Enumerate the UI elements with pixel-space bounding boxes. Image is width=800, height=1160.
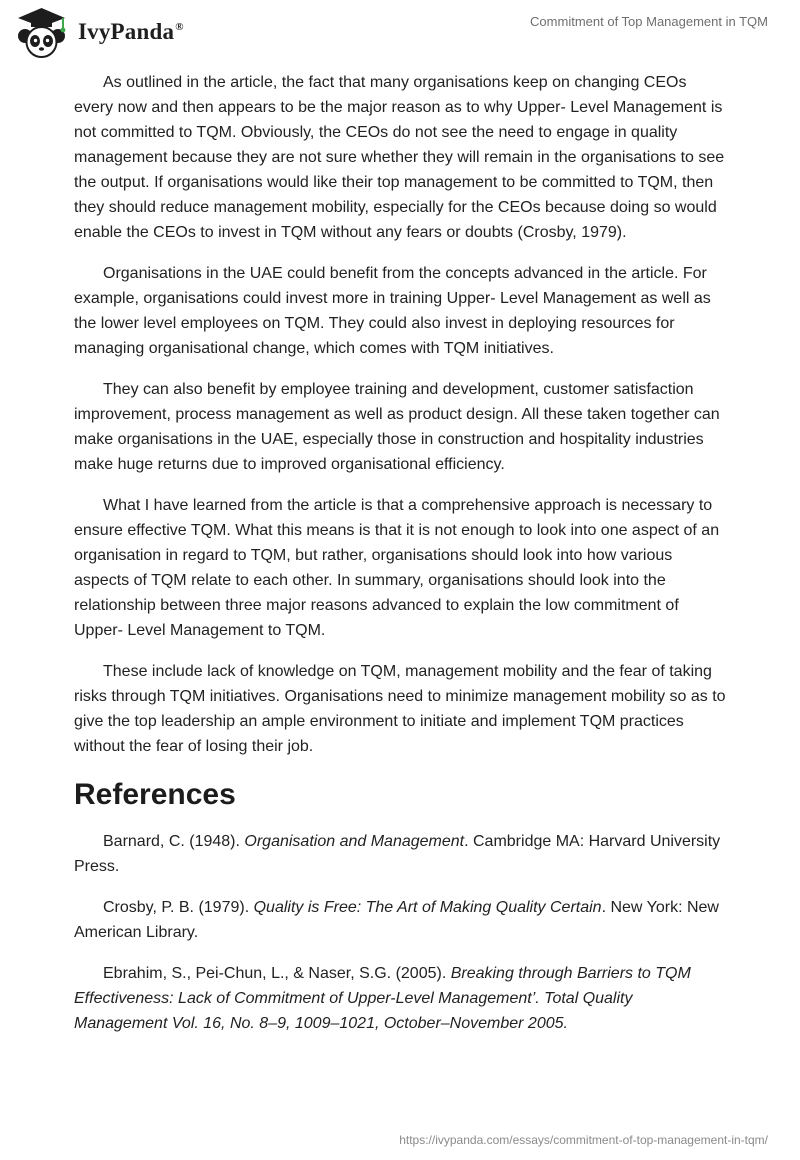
ivypanda-logo[interactable] — [14, 6, 184, 58]
reference-entry: Barnard, C. (1948). Organisation and Management. Cambridge MA: Harvard University Press. — [74, 833, 721, 875]
body-paragraph: These include lack of knowledge on TQM, management mobility and the fear of taking risks through TQM initiatives. Organisations need to minimize management mobility so as to give the top leadership an ample environment to initiate and implement TQM practices without the fear of losing their job. — [74, 663, 726, 755]
reference-title: Breaking through Barriers to TQM Effectiveness: Lack of Commitment of Upper-Level Management’. Total Quality Management Vol. 16, No. 8–9, 1009–1021, October–November 2005. — [74, 965, 691, 1032]
body-paragraph: What I have learned from the article is that a comprehensive approach is necessary to ensure effective TQM. What this means is that it is not enough to look into one aspect of an organisation in regard to TQM, but rather, organisations should look into how various aspects of TQM relate to each other. In summary, organisations should look into the relationship between three major reasons advanced to explain the low commitment of Upper- Level Management to TQM. — [74, 497, 720, 639]
reference-entry: Crosby, P. B. (1979). Quality is Free: The Art of Making Quality Certain. New York: New American Library. — [74, 899, 719, 941]
document-title: Commitment of Top Management in TQM — [530, 14, 768, 29]
body-paragraph: They can also benefit by employee training and development, customer satisfaction improvement, process management as well as product design. All these taken together can make organisations in the UAE, especially those in construction and hospitality industries make huge returns due to improved organisational efficiency. — [74, 381, 720, 473]
brand-name: IvyPanda® — [78, 19, 184, 44]
source-url-link[interactable]: https://ivypanda.com/essays/commitment-of-top-management-in-tqm/ — [399, 1133, 768, 1147]
reference-title: Organisation and Management — [244, 833, 465, 850]
body-paragraph: Organisations in the UAE could benefit from the concepts advanced in the article. For example, organisations could invest more in training Upper- Level Management as well as the lower level employees on TQM. They could also invest in deploying resources for managing organisational change, which comes with TQM initiatives. — [74, 265, 711, 357]
essay-content — [74, 70, 726, 1052]
references-heading: References — [74, 778, 236, 811]
reference-title: Quality is Free: The Art of Making Quality Certain — [253, 899, 602, 916]
reference-entry: Ebrahim, S., Pei-Chun, L., & Naser, S.G. (2005). Breaking through Barriers to TQM Effectiveness: Lack of Commitment of Upper-Level Management’. Total Quality Management Vol. 16, No. 8–9, 1009–1021, October–November 2005. — [74, 965, 691, 1032]
panda-graduate-icon — [14, 6, 74, 58]
page-header — [0, 0, 800, 70]
body-paragraph: As outlined in the article, the fact that many organisations keep on changing CEOs every now and then appears to be the major reason as to why Upper- Level Management is not committed to TQM. Obviously, the CEOs do not see the need to engage in quality management because they are not sure whether they will remain in the organisations to see the output. If organisations would like their top management to be committed to TQM, then they should reduce management mobility, especially for the CEOs because doing so would enable the CEOs to invest in TQM without any fears or doubts (Crosby, 1979). — [74, 74, 725, 241]
